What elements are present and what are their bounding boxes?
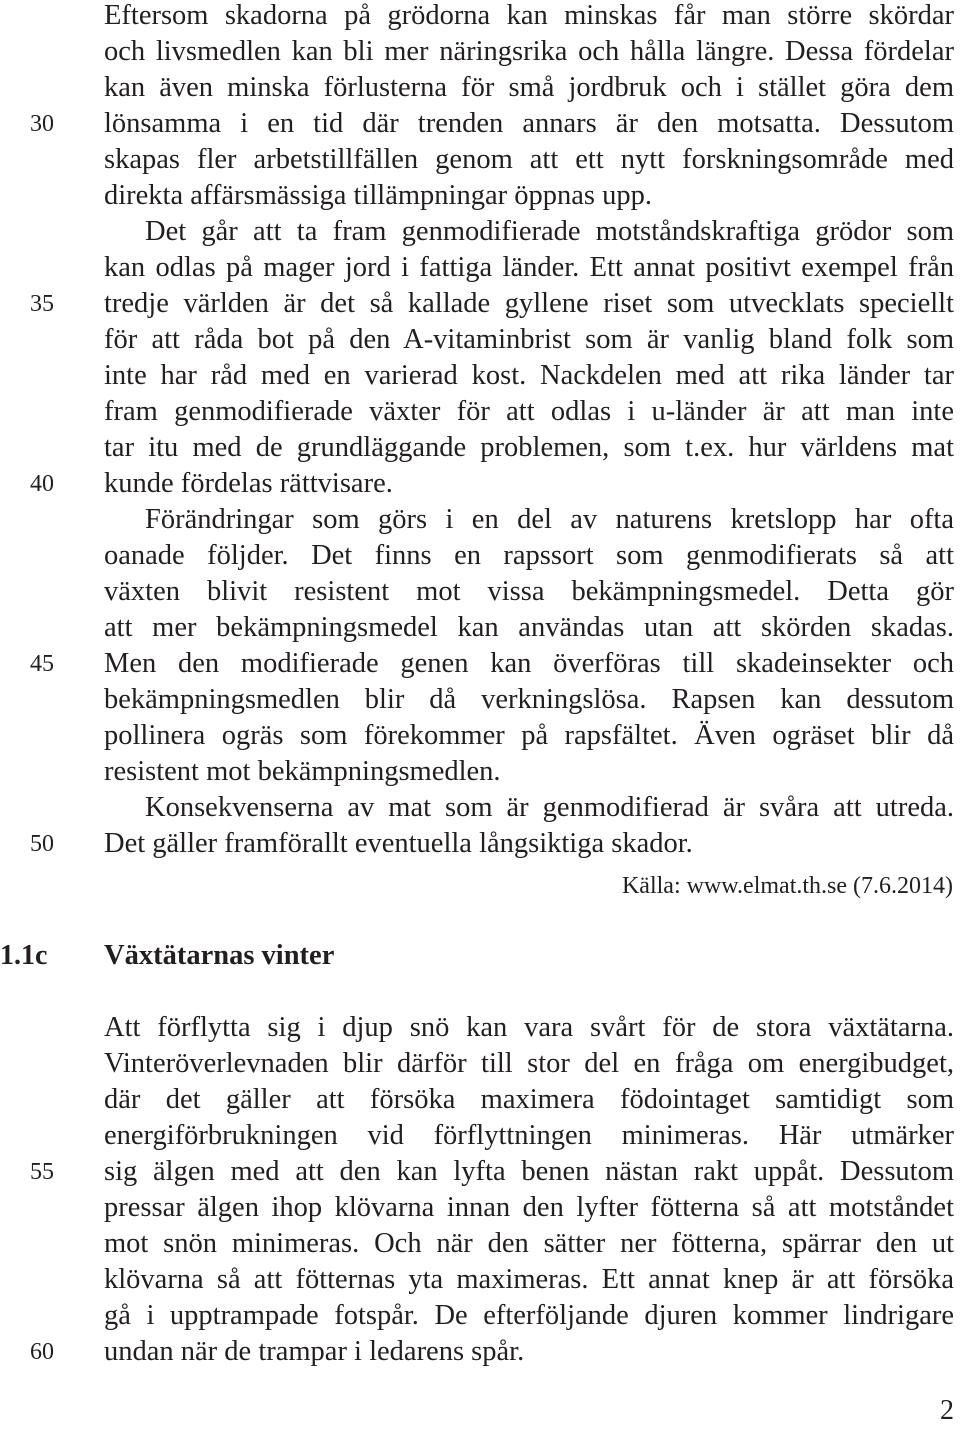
text-line: mot snön minimeras. Och när den sätter ner fötterna, spärrar den ut [104,1228,954,1259]
text-line: pollinera ogräs som förekommer på rapsfältet. Även ogräset blir då [104,720,954,751]
text-line: Men den modifierade genen kan överföras till skadeinsekter och [104,648,954,679]
line-number: 35 [30,291,54,317]
text-line: inte har råd med en varierad kost. Nackdelen med att rika länder tar [104,360,954,391]
text-line: Vinteröverlevnaden blir därför till stor del en fråga om energibudget, [104,1048,954,1079]
line-number: 30 [30,111,54,137]
text-line: bekämpningsmedlen blir då verkningslösa. Rapsen kan dessutom [104,684,954,715]
text-line: och livsmedlen kan bli mer näringsrika och hålla längre. Dessa fördelar [104,36,954,67]
text-line: kan odlas på mager jord i fattiga länder. Ett annat positivt exempel från [104,252,954,283]
page-number: 2 [940,1395,954,1426]
text-line: undan när de trampar i ledarens spår. [104,1336,525,1367]
line-number: 50 [30,831,54,857]
text-line: klövarna så att fötternas yta maximeras. Ett annat knep är att försöka [104,1264,954,1295]
text-line: resistent mot bekämpningsmedlen. [104,756,501,787]
text-line: Förändringar som görs i en del av naturens kretslopp har ofta [145,504,954,535]
text-line: Det gäller framförallt eventuella långsiktiga skador. [104,828,693,859]
text-line: Eftersom skadorna på grödorna kan minskas får man större skördar [104,0,954,31]
text-line: energiförbrukningen vid förflyttningen minimeras. Här utmärker [104,1120,954,1151]
text-line: oanade följder. Det finns en rapssort som genmodifierats så att [104,540,954,571]
text-line: kan även minska förlusterna för små jordbruk och i stället göra dem [104,72,954,103]
text-line: att mer bekämpningsmedel kan användas utan att skörden skadas. [104,612,954,643]
text-line: fram genmodifierade växter för att odlas i u-länder är att man inte [104,396,954,427]
text-line: lönsamma i en tid där trenden annars är den motsatta. Dessutom [104,108,954,139]
text-line: växten blivit resistent mot vissa bekämpningsmedel. Detta gör [104,576,954,607]
section-title: Växtätarnas vinter [104,940,335,971]
line-number: 60 [30,1339,54,1365]
text-line: tar itu med de grundläggande problemen, som t.ex. hur världens mat [104,432,954,463]
line-number: 55 [30,1159,54,1185]
text-line: gå i upptrampade fotspår. De efterföljande djuren kommer lindrigare [104,1300,954,1331]
text-line: pressar älgen ihop klövarna innan den lyfter fötterna så att motståndet [104,1192,954,1223]
text-line: där det gäller att försöka maximera födointaget samtidigt som [104,1084,954,1115]
source-citation: Källa: www.elmat.th.se (7.6.2014) [621,873,953,899]
text-line: Att förflytta sig i djup snö kan vara svårt för de stora växtätarna. [104,1012,954,1043]
text-line: skapas fler arbetstillfällen genom att ett nytt forskningsområde med [104,144,954,175]
text-line: Det går att ta fram genmodifierade motståndskraftiga grödor som [145,216,954,247]
text-line: direkta affärsmässiga tillämpningar öppnas upp. [104,180,652,211]
section-number: 1.1c [0,940,48,971]
text-line: för att råda bot på den A-vitaminbrist som är vanlig bland folk som [104,324,954,355]
text-line: Konsekvenserna av mat som är genmodifierad är svåra att utreda. [145,792,954,823]
line-number: 45 [30,651,54,677]
line-number: 40 [30,471,54,497]
text-line: kunde fördelas rättvisare. [104,468,393,499]
text-line: tredje världen är det så kallade gyllene riset som utvecklats speciellt [104,288,954,319]
text-line: sig älgen med att den kan lyfta benen nästan rakt uppåt. Dessutom [104,1156,954,1187]
